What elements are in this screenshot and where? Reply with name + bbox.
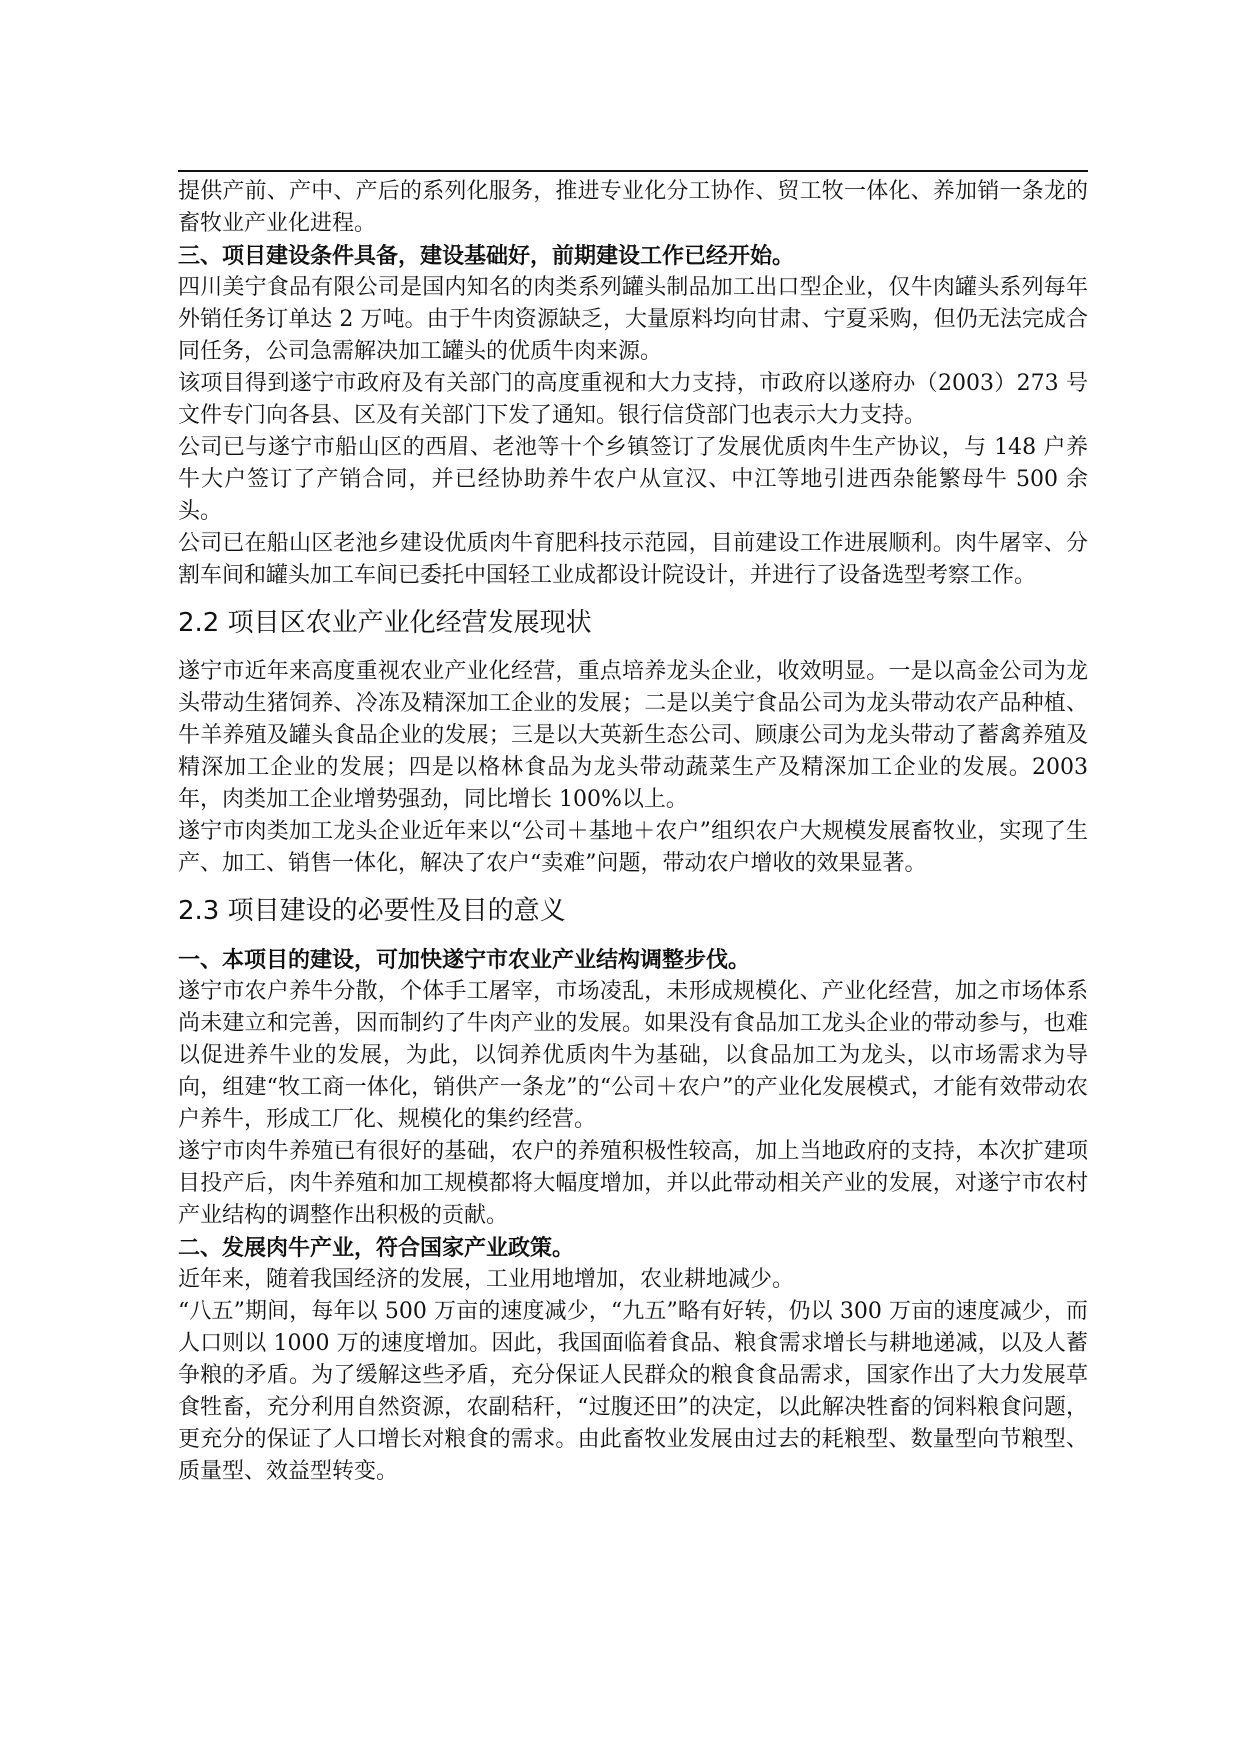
paragraph-2-2-b: 遂宁市肉类加工龙头企业近年来以“公司＋基地＋农户”组织农户大规模发展畜牧业，实现了生产、加工、销售一体化，解决了农户“卖难”问题，带动农户增收的效果显著。	[178, 819, 1088, 876]
subheading-three: 三、项目建设条件具备，建设基础好，前期建设工作已经开始。	[178, 243, 795, 269]
paragraph-park: 公司已在船山区老池乡建设优质肉牛育肥科技示范园，目前建设工作进展顺利。肉牛屠宰、分割车间和罐头加工车间已委托中国轻工业成都设计院设计，并进行了设备选型考察工作。	[178, 531, 1088, 588]
subheading-one: 一、本项目的建设，可加快遂宁市农业产业结构调整步伐。	[178, 947, 751, 973]
header-rule	[178, 170, 1088, 172]
section-heading-2-3: 2.3 项目建设的必要性及目的意义	[178, 896, 566, 926]
section-heading-2-2: 2.2 项目区农业产业化经营发展现状	[178, 608, 592, 638]
subheading-two: 二、发展肉牛产业，符合国家产业政策。	[178, 1235, 575, 1261]
paragraph-2-2-a: 遂宁市近年来高度重视农业产业化经营，重点培养龙头企业，收效明显。一是以高金公司为龙头带动生猪饲养、冷冻及精深加工企业的发展；二是以美宁食品公司为龙头带动农产品种植、牛羊养殖及罐头食品企业的发展；三是以大英新生态公司、顾康公司为龙头带动了蓄禽养殖及精深加工企业的发展；四是以格林食品为龙头带动蔬菜生产及精深加工企业的发展。2003 年，肉类加工企业增势强劲，同比增长 100%以上。	[178, 659, 1088, 812]
paragraph-support: 该项目得到遂宁市政府及有关部门的高度重视和大力支持，市政府以遂府办（2003）273 号文件专门向各县、区及有关部门下发了通知。银行信贷部门也表示大力支持。	[178, 371, 1088, 428]
paragraph-meining: 四川美宁食品有限公司是国内知名的肉类系列罐头制品加工出口型企业，仅牛肉罐头系列每年外销任务订单达 2 万吨。由于牛肉资源缺乏，大量原料均向甘肃、宁夏采购，但仍无法完成合同任务，公司急需解决加工罐头的优质牛肉来源。	[178, 275, 1088, 364]
document-page	[178, 170, 1088, 1488]
paragraph-2-3-d: “八五”期间，每年以 500 万亩的速度减少，“九五”略有好转，仍以 300 万亩的速度减少，而人口则以 1000 万的速度增加。因此，我国面临着食品、粮食需求增长与耕地递减，以及人蓄争粮的矛盾。为了缓解这些矛盾，充分保证人民群众的粮食食品需求，国家作出了大力发展草食牲畜，充分利用自然资源，农副秸秆，“过腹还田”的决定，以此解决牲畜的饲料粮食问题，更充分的保证了人口增长对粮食的需求。由此畜牧业发展由过去的耗粮型、数量型向节粮型、质量型、效益型转变。	[178, 1299, 1088, 1484]
paragraph-2-3-b: 遂宁市肉牛养殖已有很好的基础，农户的养殖积极性较高，加上当地政府的支持，本次扩建项目投产后，肉牛养殖和加工规模都将大幅度增加，并以此带动相关产业的发展，对遂宁市农村产业结构的调整作出积极的贡献。	[178, 1139, 1088, 1228]
paragraph-agreement: 公司已与遂宁市船山区的西眉、老池等十个乡镇签订了发展优质肉牛生产协议，与 148 户养牛大户签订了产销合同，并已经协助养牛农户从宣汉、中江等地引进西杂能繁母牛 500 余头。	[178, 435, 1088, 524]
paragraph-2-3-a: 遂宁市农户养牛分散，个体手工屠宰，市场凌乱，未形成规模化、产业化经营，加之市场体系尚未建立和完善，因而制约了牛肉产业的发展。如果没有食品加工龙头企业的带动参与，也难以促进养牛业的发展，为此，以饲养优质肉牛为基础，以食品加工为龙头，以市场需求为导向，组建“牧工商一体化，销供产一条龙”的“公司＋农户”的产业化发展模式，才能有效带动农户养牛，形成工厂化、规模化的集约经营。	[178, 979, 1088, 1132]
paragraph-2-3-c: 近年来，随着我国经济的发展，工业用地增加，农业耕地减少。	[178, 1267, 795, 1292]
paragraph-continued: 提供产前、产中、产后的系列化服务，推进专业化分工协作、贸工牧一体化、养加销一条龙的畜牧业产业化进程。	[178, 179, 1088, 236]
